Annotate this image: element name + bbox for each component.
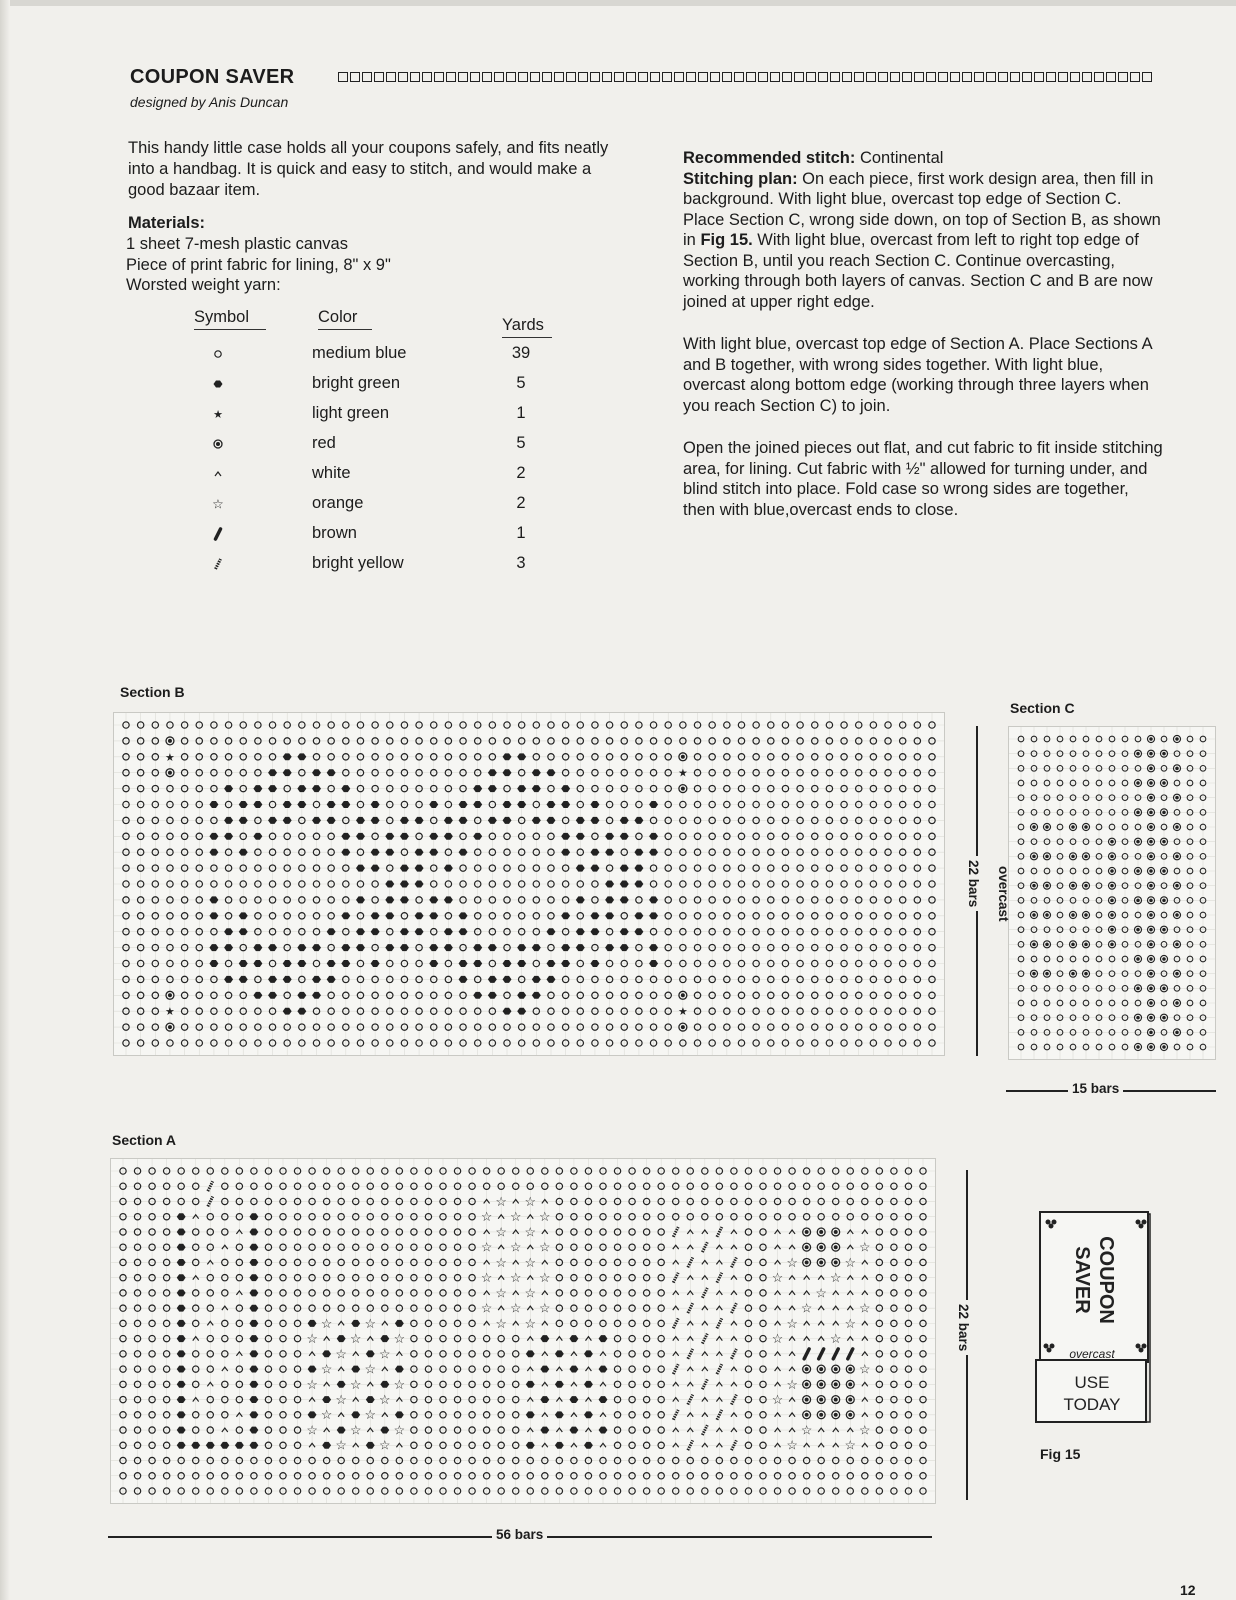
- svg-text:☆: ☆: [480, 1240, 493, 1256]
- svg-text:★: ★: [677, 1005, 688, 1019]
- svg-text:☆: ☆: [786, 1316, 798, 1332]
- stitching-plan: [683, 169, 1163, 313]
- title-box: [974, 72, 984, 82]
- fig15-text-overcast: overcast: [1069, 1347, 1115, 1361]
- title-box: [1142, 72, 1152, 82]
- title-box: [734, 72, 744, 82]
- svg-text:☆: ☆: [349, 1377, 362, 1393]
- title-box: [698, 72, 708, 82]
- svg-text:☆: ☆: [349, 1423, 362, 1439]
- title-box: [398, 72, 408, 82]
- svg-text:☆: ☆: [495, 1194, 507, 1210]
- svg-text:☆: ☆: [786, 1377, 798, 1393]
- title-box: [998, 72, 1008, 82]
- stitch-value: Continental: [859, 149, 944, 167]
- width-bars-label: 56 bars: [492, 1527, 547, 1542]
- title-box: [506, 72, 516, 82]
- svg-text:☆: ☆: [480, 1210, 493, 1226]
- plan-text: On each piece, first work design area, then fill in background. With light blue, overcast top edge of Section C. Place Section C, wrong side down, on top of Section B, as shown in: [683, 169, 1161, 249]
- svg-text:☆: ☆: [495, 1255, 507, 1271]
- title-box: [494, 72, 504, 82]
- svg-text:☆: ☆: [539, 1271, 551, 1287]
- svg-text:☆: ☆: [509, 1301, 522, 1317]
- title-box: [470, 72, 480, 82]
- title-box: [938, 72, 948, 82]
- column-header-color: Color: [318, 308, 372, 330]
- plan-text-end: With light blue, overcast from left to right top edge of Section B, until you reach Section C. Continue overcasting, working through both layers of canvas. Section C and B are now joined at upper right edge.: [683, 231, 1153, 311]
- title-box: [866, 72, 876, 82]
- title-box: [1058, 72, 1068, 82]
- title-box: [554, 72, 564, 82]
- svg-text:☆: ☆: [379, 1347, 391, 1363]
- svg-text:☆: ☆: [320, 1408, 333, 1424]
- svg-text:☆: ☆: [393, 1423, 406, 1439]
- yarn-yards: 39: [511, 344, 531, 362]
- instructions: [683, 148, 1163, 520]
- yarn-yards: 2: [516, 494, 526, 512]
- svg-text:☆: ☆: [859, 1423, 871, 1439]
- svg-text:☆: ☆: [495, 1225, 507, 1241]
- svg-text:☆: ☆: [524, 1194, 537, 1210]
- svg-text:☆: ☆: [844, 1438, 857, 1454]
- svg-text:☆: ☆: [306, 1377, 318, 1393]
- yarn-row: [180, 404, 560, 428]
- fig15-illustration: [1034, 1210, 1154, 1426]
- svg-text:☆: ☆: [335, 1438, 347, 1454]
- title-box: [530, 72, 540, 82]
- title-box: [566, 72, 576, 82]
- title-box: [446, 72, 456, 82]
- title-box: [746, 72, 756, 82]
- section-c-chart: [1008, 726, 1216, 1060]
- yarn-color: orange: [312, 494, 364, 512]
- yarn-yards: 3: [516, 554, 526, 572]
- svg-text:☆: ☆: [859, 1301, 871, 1317]
- svg-text:☆: ☆: [509, 1271, 522, 1287]
- yarn-yards: 2: [516, 464, 526, 482]
- title-box: [722, 72, 732, 82]
- title-box: [458, 72, 468, 82]
- fig15-label: Fig 15: [1040, 1446, 1081, 1462]
- svg-text:☆: ☆: [829, 1332, 842, 1348]
- svg-text:☆: ☆: [480, 1271, 493, 1287]
- materials-heading: Materials:: [128, 214, 206, 232]
- page-title: COUPON SAVER: [130, 66, 295, 88]
- svg-text:☆: ☆: [800, 1301, 813, 1317]
- title-box: [1130, 72, 1140, 82]
- yarn-row: [180, 464, 560, 488]
- svg-text:☆: ☆: [335, 1347, 347, 1363]
- svg-text:☆: ☆: [480, 1301, 493, 1317]
- title-box: [602, 72, 612, 82]
- title-box: [482, 72, 492, 82]
- title-box: [986, 72, 996, 82]
- yarn-row: [180, 554, 560, 578]
- title-box: [830, 72, 840, 82]
- title-box: [350, 72, 360, 82]
- section-c-bars-label: 15 bars: [1068, 1081, 1123, 1096]
- svg-text:☆: ☆: [335, 1393, 347, 1409]
- yarn-color: brown: [312, 524, 357, 542]
- slash-bar-icon: [208, 524, 228, 547]
- materials-line-canvas: 1 sheet 7-mesh plastic canvas: [126, 235, 348, 253]
- svg-text:☆: ☆: [509, 1240, 522, 1256]
- fig15-text-saver: SAVER: [1071, 1246, 1093, 1314]
- small-star-icon: [208, 404, 228, 427]
- title-box: [818, 72, 828, 82]
- fig-reference: Fig 15.: [700, 231, 753, 249]
- title-box: [1082, 72, 1092, 82]
- svg-text:☆: ☆: [771, 1332, 784, 1348]
- svg-text:☆: ☆: [844, 1316, 857, 1332]
- star-icon: [208, 494, 228, 517]
- page-number: 12: [1180, 1582, 1196, 1598]
- svg-text:☆: ☆: [524, 1255, 537, 1271]
- title-box: [890, 72, 900, 82]
- svg-text:☆: ☆: [539, 1301, 551, 1317]
- svg-text:☆: ☆: [509, 1210, 522, 1226]
- stitch-label: Recommended stitch:: [683, 149, 856, 167]
- svg-text:☆: ☆: [320, 1316, 333, 1332]
- title-box: [386, 72, 396, 82]
- section-a-label: Section A: [112, 1132, 177, 1148]
- hatched-slash-icon: [208, 554, 228, 577]
- svg-text:☆: ☆: [212, 497, 224, 513]
- title-box: [1034, 72, 1044, 82]
- title-box-border: [338, 72, 1152, 82]
- title-box: [902, 72, 912, 82]
- title-box: [926, 72, 936, 82]
- section-b-label: Section B: [120, 684, 185, 700]
- hexagon-icon: [208, 374, 228, 397]
- open-circle-icon: [208, 344, 228, 367]
- section-b-bars-label: 22 bars: [966, 856, 981, 911]
- svg-text:☆: ☆: [393, 1377, 406, 1393]
- title-box: [758, 72, 768, 82]
- title-box: [542, 72, 552, 82]
- yarn-color: bright green: [312, 374, 401, 392]
- svg-text:☆: ☆: [539, 1240, 551, 1256]
- yarn-row: [180, 344, 560, 368]
- svg-text:☆: ☆: [859, 1362, 871, 1378]
- title-box: [650, 72, 660, 82]
- yarn-row: [180, 434, 560, 458]
- page-gutter-shadow: [0, 0, 10, 1600]
- title-box: [794, 72, 804, 82]
- yarn-yards: 1: [516, 524, 526, 542]
- title-box: [1022, 72, 1032, 82]
- yarn-color: white: [312, 464, 351, 482]
- svg-text:☆: ☆: [524, 1286, 537, 1302]
- svg-text:☆: ☆: [859, 1240, 871, 1256]
- title-box: [638, 72, 648, 82]
- yarn-color: bright yellow: [312, 554, 404, 572]
- yarn-color: red: [312, 434, 336, 452]
- svg-text:☆: ☆: [306, 1423, 318, 1439]
- yarn-color: light green: [312, 404, 390, 422]
- svg-text:★: ★: [165, 1005, 175, 1019]
- title-box: [950, 72, 960, 82]
- title-box: [1046, 72, 1056, 82]
- svg-text:☆: ☆: [495, 1316, 507, 1332]
- title-box: [626, 72, 636, 82]
- materials-line-yarn: Worsted weight yarn:: [126, 276, 281, 294]
- title-box: [578, 72, 588, 82]
- title-box: [614, 72, 624, 82]
- svg-text:☆: ☆: [539, 1210, 551, 1226]
- section-c-label: Section C: [1010, 700, 1075, 716]
- svg-text:☆: ☆: [320, 1362, 333, 1378]
- joining-paragraph: With light blue, overcast top edge of Section A. Place Sections A and B together, with wrong sides together. With light blue, overcast along bottom edge (working through three layers when you reach Section C) to join.: [683, 335, 1152, 415]
- recommended-stitch: [683, 148, 1163, 169]
- svg-text:☆: ☆: [800, 1423, 813, 1439]
- caret-icon: [208, 464, 228, 487]
- svg-text:☆: ☆: [829, 1271, 842, 1287]
- title-box: [422, 72, 432, 82]
- title-box: [806, 72, 816, 82]
- svg-text:☆: ☆: [524, 1316, 537, 1332]
- title-box: [710, 72, 720, 82]
- plan-label: Stitching plan:: [683, 169, 798, 188]
- title-box: [434, 72, 444, 82]
- svg-text:☆: ☆: [524, 1225, 537, 1241]
- yarn-yards: 5: [516, 434, 526, 452]
- yarn-row: [180, 374, 560, 398]
- svg-text:★: ★: [165, 750, 175, 764]
- title-box: [782, 72, 792, 82]
- title-box: [590, 72, 600, 82]
- svg-text:☆: ☆: [393, 1332, 406, 1348]
- svg-text:☆: ☆: [364, 1362, 377, 1378]
- svg-text:☆: ☆: [364, 1408, 377, 1424]
- fig15-text-coupon: COUPON: [1095, 1236, 1117, 1324]
- svg-text:☆: ☆: [786, 1255, 798, 1271]
- overcast-label: overcast: [996, 866, 1011, 922]
- svg-text:☆: ☆: [379, 1393, 391, 1409]
- fig15-text-today: TODAY: [1063, 1395, 1121, 1414]
- svg-text:☆: ☆: [771, 1271, 784, 1287]
- section-a-bars-label: 22 bars: [956, 1300, 971, 1355]
- svg-text:★: ★: [677, 766, 688, 780]
- section-b-chart: [113, 712, 945, 1056]
- title-box: [518, 72, 528, 82]
- title-box: [842, 72, 852, 82]
- section-a-chart: [110, 1158, 936, 1504]
- fig15-text-use: USE: [1074, 1373, 1110, 1392]
- title-box: [1118, 72, 1128, 82]
- title-box: [770, 72, 780, 82]
- title-box: [1094, 72, 1104, 82]
- title-box: [686, 72, 696, 82]
- svg-text:★: ★: [213, 408, 223, 421]
- title-box: [914, 72, 924, 82]
- title-box: [674, 72, 684, 82]
- title-box: [1106, 72, 1116, 82]
- title-box: [854, 72, 864, 82]
- svg-text:☆: ☆: [786, 1438, 798, 1454]
- title-box: [338, 72, 348, 82]
- title-box: [410, 72, 420, 82]
- yarn-row: [180, 524, 560, 548]
- yarn-row: [180, 494, 560, 518]
- svg-text:☆: ☆: [844, 1255, 857, 1271]
- dotted-circle-icon: [208, 434, 228, 457]
- materials-line-fabric: Piece of print fabric for lining, 8" x 9": [126, 256, 391, 274]
- svg-text:☆: ☆: [815, 1286, 827, 1302]
- intro-paragraph: This handy little case holds all your coupons safely, and fits neatly into a handbag. It is quick and easy to stitch, and would make a good bazaar item.: [128, 139, 609, 199]
- svg-text:☆: ☆: [771, 1393, 784, 1409]
- svg-text:☆: ☆: [364, 1316, 377, 1332]
- title-row: [130, 66, 1170, 90]
- title-box: [1070, 72, 1080, 82]
- lining-paragraph: Open the joined pieces out flat, and cut fabric to fit inside stitching area, for lining. Cut fabric with ½" allowed for turning under, and blind stitch into place. Fold case so wrong sides are together, then with blue,overcast ends to close.: [683, 439, 1163, 519]
- svg-text:☆: ☆: [495, 1286, 507, 1302]
- svg-text:☆: ☆: [349, 1332, 362, 1348]
- title-box: [878, 72, 888, 82]
- column-header-symbol: Symbol: [194, 308, 266, 330]
- column-header-yards: Yards: [502, 316, 552, 338]
- title-box: [362, 72, 372, 82]
- yarn-yards: 1: [516, 404, 526, 422]
- designer-byline: designed by Anis Duncan: [130, 94, 289, 110]
- title-box: [1010, 72, 1020, 82]
- svg-text:☆: ☆: [379, 1438, 391, 1454]
- svg-text:☆: ☆: [306, 1332, 318, 1348]
- yarn-color: medium blue: [312, 344, 407, 362]
- title-box: [962, 72, 972, 82]
- title-box: [662, 72, 672, 82]
- title-box: [374, 72, 384, 82]
- yarn-yards: 5: [516, 374, 526, 392]
- page-top-shadow: [0, 0, 1236, 6]
